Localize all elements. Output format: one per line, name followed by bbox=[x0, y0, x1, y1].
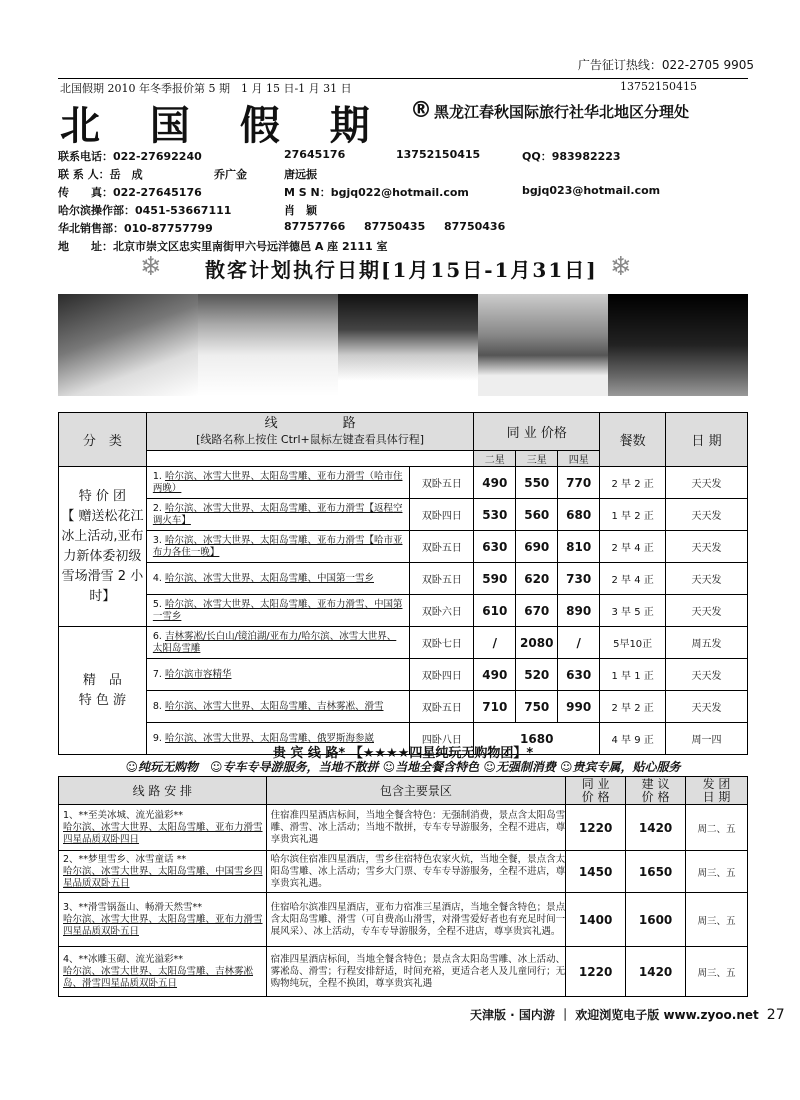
departure-date: 天天发 bbox=[666, 467, 748, 499]
departure-date: 天天发 bbox=[666, 691, 748, 723]
category-premium: 精 品 特 色 游 bbox=[59, 627, 147, 755]
vip-route-title: 4、**冰雕玉砌、流光溢彩** bbox=[63, 953, 184, 965]
msn2: bgjq023@hotmail.com bbox=[522, 184, 661, 197]
special-tours-table bbox=[58, 412, 748, 755]
qq: QQ：983982223 bbox=[522, 150, 621, 163]
price-3star: 560 bbox=[516, 499, 558, 531]
price-2star: 630 bbox=[474, 531, 516, 563]
trip-type: 双卧五日 bbox=[410, 467, 474, 499]
price-2star: / bbox=[474, 627, 516, 659]
header-category: 分 类 bbox=[59, 413, 147, 467]
trip-type: 双卧五日 bbox=[410, 691, 474, 723]
north4: 87750436 bbox=[444, 220, 506, 233]
header-3star: 三星 bbox=[516, 451, 558, 467]
header-departure: 发 团 日 期 bbox=[686, 777, 748, 805]
meals: 1 早 1 正 bbox=[600, 659, 666, 691]
departure-days: 周二、五 bbox=[686, 805, 748, 851]
scenic-desc: 宿准四星酒店标间，当地全餐含特色；景点含太阳岛雪雕、冰上活动、雾凇岛、滑雪；行程安排舒适，时间充裕，更适合老人及儿童同行；无购物纯玩，全程不换团，尊享贵宾礼遇 bbox=[266, 947, 566, 997]
price-4star: / bbox=[558, 627, 600, 659]
header-route-title: 线 路 bbox=[264, 415, 356, 431]
route-link[interactable]: 9. 哈尔滨、冰雪大世界、太阳岛雪雕、俄罗斯海参崴 bbox=[146, 723, 410, 755]
header-route-plan: 线 路 安 排 bbox=[59, 777, 267, 805]
meals: 1 早 2 正 bbox=[600, 499, 666, 531]
table-row bbox=[59, 805, 748, 851]
header-meals: 餐数 bbox=[600, 413, 666, 467]
snowflake-icon: ❄ bbox=[140, 252, 162, 282]
vip-route-link[interactable]: 哈尔滨、冰雪大世界、太阳岛雪雕、亚布力滑雪四星品质双卧四日 bbox=[63, 821, 263, 845]
departure-date: 周一四 bbox=[666, 723, 748, 755]
trip-type: 双卧七日 bbox=[410, 627, 474, 659]
departure-date: 天天发 bbox=[666, 595, 748, 627]
route-link[interactable]: 1. 哈尔滨、冰雪大世界、太阳岛雪雕、亚布力滑雪（哈市住两晚） bbox=[146, 467, 410, 499]
trip-type: 四卧八日 bbox=[410, 723, 474, 755]
vip-route-link[interactable]: 哈尔滨、冰雪大世界、太阳岛雪雕、中国雪乡四星品质双卧五日 bbox=[63, 865, 263, 889]
price-4star: 990 bbox=[558, 691, 600, 723]
route-link[interactable]: 7. 哈尔滨市容精华 bbox=[146, 659, 410, 691]
msn: M S N：bgjq022@hotmail.com bbox=[284, 186, 469, 199]
header-scenic: 包含主要景区 bbox=[266, 777, 566, 805]
table-row bbox=[59, 467, 748, 499]
trip-type: 双卧四日 bbox=[410, 499, 474, 531]
registered-icon: ® bbox=[410, 98, 432, 123]
hrb: 哈尔滨操作部：0451-53667111 bbox=[58, 204, 232, 217]
vip-route-link[interactable]: 哈尔滨、冰雪大世界、太阳岛雪雕、吉林雾凇岛、滑雪四星品质双卧五日 bbox=[63, 965, 254, 989]
meals: 2 早 4 正 bbox=[600, 563, 666, 595]
departure-date: 天天发 bbox=[666, 499, 748, 531]
vip-route[interactable] bbox=[59, 947, 267, 997]
peer-price: 1220 bbox=[566, 947, 626, 997]
price-3star: 670 bbox=[516, 595, 558, 627]
category-special: 特 价 团 【 赠送松花江冰上活动,亚布力新体委初级雪场滑雪 2 小时】 bbox=[59, 467, 147, 627]
departure-days: 周三、五 bbox=[686, 893, 748, 947]
table-row bbox=[59, 947, 748, 997]
issue-phone: 13752150415 bbox=[620, 80, 697, 93]
price-3star: 620 bbox=[516, 563, 558, 595]
route-link[interactable]: 8. 哈尔滨、冰雪大世界、太阳岛雪雕、吉林雾凇、滑雪 bbox=[146, 691, 410, 723]
tel3: 13752150415 bbox=[396, 148, 481, 161]
departure-date: 天天发 bbox=[666, 659, 748, 691]
meals: 4 早 9 正 bbox=[600, 723, 666, 755]
table-row bbox=[59, 659, 748, 691]
peer-price: 1450 bbox=[566, 851, 626, 893]
departure-days: 周三、五 bbox=[686, 947, 748, 997]
header-2star: 二星 bbox=[474, 451, 516, 467]
meals: 2 早 2 正 bbox=[600, 467, 666, 499]
hrb-name: 肖 颖 bbox=[284, 204, 317, 217]
header-route-note: [线路名称上按住 Ctrl+鼠标左键查看具体行程] bbox=[196, 432, 425, 446]
departure-date: 天天发 bbox=[666, 563, 748, 595]
meals: 2 早 2 正 bbox=[600, 691, 666, 723]
header-suggested-price: 建 议 价 格 bbox=[626, 777, 686, 805]
vip-route-link[interactable]: 哈尔滨、冰雪大世界、太阳岛雪雕、亚布力滑雪四星品质双卧五日 bbox=[63, 913, 263, 937]
snowflake-icon: ❄ bbox=[610, 252, 632, 282]
route-link[interactable]: 4. 哈尔滨、冰雪大世界、太阳岛雪雕、中国第一雪乡 bbox=[146, 563, 410, 595]
person3: 唐远振 bbox=[284, 168, 317, 181]
price-3star: 520 bbox=[516, 659, 558, 691]
price-4star: 810 bbox=[558, 531, 600, 563]
vip-route-title: 3、**滑雪锅盔山、畅滑天然雪** bbox=[63, 901, 203, 913]
address: 地 址：北京市崇文区忠实里南街甲六号远洋德邑 A 座 2111 室 bbox=[58, 240, 388, 253]
price-4star: 630 bbox=[558, 659, 600, 691]
trip-type: 双卧五日 bbox=[410, 563, 474, 595]
table-row bbox=[59, 499, 748, 531]
suggested-price: 1650 bbox=[626, 851, 686, 893]
vip-title: 贵 宾 线 路* 【★★★★四星纯玩无购物团】* bbox=[272, 746, 534, 761]
suggested-price: 1420 bbox=[626, 805, 686, 851]
person: 联 系 人：岳 成 bbox=[58, 168, 143, 181]
header-rule bbox=[58, 78, 748, 79]
price-2star: 610 bbox=[474, 595, 516, 627]
meals: 2 早 4 正 bbox=[600, 531, 666, 563]
footer bbox=[470, 1006, 785, 1023]
table-row bbox=[59, 893, 748, 947]
price-2star: 530 bbox=[474, 499, 516, 531]
departure-date: 周五发 bbox=[666, 627, 748, 659]
vip-route[interactable] bbox=[59, 805, 267, 851]
trip-type: 双卧五日 bbox=[410, 531, 474, 563]
table-row bbox=[59, 531, 748, 563]
schedule-title: 散客计划执行日期[1月15日-1月31日] bbox=[205, 258, 598, 282]
scenic-desc: 住宿哈尔滨准四星酒店，亚布力宿准三星酒店，当地全餐含特色；景点含太阳岛雪雕、滑雪（可自费高山滑雪，对滑雪爱好者也有充足时间一展风采）、冰上活动，专车专导游服务，全程不进店，尊享贵宾礼遇。 bbox=[266, 893, 566, 947]
suggested-price: 1600 bbox=[626, 893, 686, 947]
north3: 87750435 bbox=[364, 220, 426, 233]
price-2star: 490 bbox=[474, 659, 516, 691]
agency-name bbox=[410, 98, 689, 123]
ice-city-night-photo bbox=[608, 294, 748, 396]
departure-days: 周三、五 bbox=[686, 851, 748, 893]
header-peer-price: 同 业 价 格 bbox=[566, 777, 626, 805]
price-3star: 2080 bbox=[516, 627, 558, 659]
header-4star: 四星 bbox=[558, 451, 600, 467]
route-link[interactable]: 5. 哈尔滨、冰雪大世界、太阳岛雪雕、亚布力滑雪、中国第一雪乡 bbox=[146, 595, 410, 627]
vip-features: ☺纯玩无购物 ☺专车专导游服务，当地不散拼 ☺当地全餐含特色 ☺无强制消费 ☺贵宾专属，贴心服务 bbox=[58, 758, 748, 778]
vip-route[interactable] bbox=[59, 851, 267, 893]
page-number: 27 bbox=[766, 1007, 785, 1023]
trip-type: 双卧四日 bbox=[410, 659, 474, 691]
issue-info: 北国假期 2010 年冬季报价第 5 期 1 月 15 日-1 月 31 日 bbox=[60, 82, 352, 95]
fax: 传 真：022-27645176 bbox=[58, 186, 202, 199]
table-row bbox=[59, 691, 748, 723]
price-4star: 890 bbox=[558, 595, 600, 627]
trip-type: 双卧六日 bbox=[410, 595, 474, 627]
agency-text: 黑龙江春秋国际旅行社华北地区分理处 bbox=[434, 103, 690, 121]
price-3star: 550 bbox=[516, 467, 558, 499]
photo-strip bbox=[58, 294, 748, 396]
vip-route-title: 1、**至美冰城、流光溢彩** bbox=[63, 809, 184, 821]
route-link[interactable]: 2. 哈尔滨、冰雪大世界、太阳岛雪雕、亚布力滑雪【返程空调火车】 bbox=[146, 499, 410, 531]
route-link[interactable]: 3. 哈尔滨、冰雪大世界、太阳岛雪雕、亚布力滑雪【哈市亚布力各住一晚】 bbox=[146, 531, 410, 563]
vip-route[interactable] bbox=[59, 893, 267, 947]
price-3star: 690 bbox=[516, 531, 558, 563]
snow-mounds-photo bbox=[338, 294, 478, 396]
header-spacer bbox=[146, 451, 473, 467]
meals: 5早10正 bbox=[600, 627, 666, 659]
ski-mountain-photo bbox=[478, 294, 608, 396]
peer-price: 1400 bbox=[566, 893, 626, 947]
scenic-desc: 哈尔滨住宿准四星酒店，雪乡住宿特色农家火炕，当地全餐，景点含太阳岛雪雕、冰上活动；雪乡大门票、专车专导游服务，全程不进店，尊享贵宾礼遇。 bbox=[266, 851, 566, 893]
route-link[interactable]: 6. 吉林雾凇/长白山/镜泊湖/亚布力/哈尔滨、冰雪大世界、太阳岛雪雕 bbox=[146, 627, 410, 659]
tel2: 27645176 bbox=[284, 148, 346, 161]
suggested-price: 1420 bbox=[626, 947, 686, 997]
departure-date: 天天发 bbox=[666, 531, 748, 563]
price-all: 1680 bbox=[474, 723, 600, 755]
snow-village-photo bbox=[58, 294, 198, 396]
price-2star: 710 bbox=[474, 691, 516, 723]
tel: 联系电话：022-27692240 bbox=[58, 150, 202, 163]
header-date: 日 期 bbox=[666, 413, 748, 467]
ice-sculpture-photo bbox=[198, 294, 338, 396]
scenic-desc: 住宿准四星酒店标间，当地全餐含特色：无强制消费，景点含太阳岛雪雕、滑雪、冰上活动；当地不散拼，专车专导游服务，全程不进店，尊享贵宾礼遇 bbox=[266, 805, 566, 851]
price-3star: 750 bbox=[516, 691, 558, 723]
north2: 87757766 bbox=[284, 220, 346, 233]
header-price: 同 业 价格 bbox=[474, 413, 600, 451]
price-4star: 770 bbox=[558, 467, 600, 499]
peer-price: 1220 bbox=[566, 805, 626, 851]
price-2star: 590 bbox=[474, 563, 516, 595]
brand-title: 北 国 假 期 bbox=[60, 102, 388, 149]
vip-route-title: 2、**梦里雪乡、冰雪童话 ** bbox=[63, 853, 187, 865]
table-row bbox=[59, 851, 748, 893]
table-row bbox=[59, 563, 748, 595]
price-2star: 490 bbox=[474, 467, 516, 499]
meals: 3 早 5 正 bbox=[600, 595, 666, 627]
table-row bbox=[59, 595, 748, 627]
ad-hotline: 广告征订热线：022-2705 9905 bbox=[577, 58, 754, 72]
person2: 乔广金 bbox=[214, 168, 247, 181]
footer-text: 天津版 · 国内游 ｜ 欢迎浏览电子版 www.zyoo.net bbox=[470, 1008, 759, 1022]
north: 华北销售部：010-87757799 bbox=[58, 222, 213, 235]
header-route bbox=[146, 413, 473, 451]
table-row bbox=[59, 627, 748, 659]
vip-tours-table bbox=[58, 776, 748, 997]
price-4star: 680 bbox=[558, 499, 600, 531]
price-4star: 730 bbox=[558, 563, 600, 595]
